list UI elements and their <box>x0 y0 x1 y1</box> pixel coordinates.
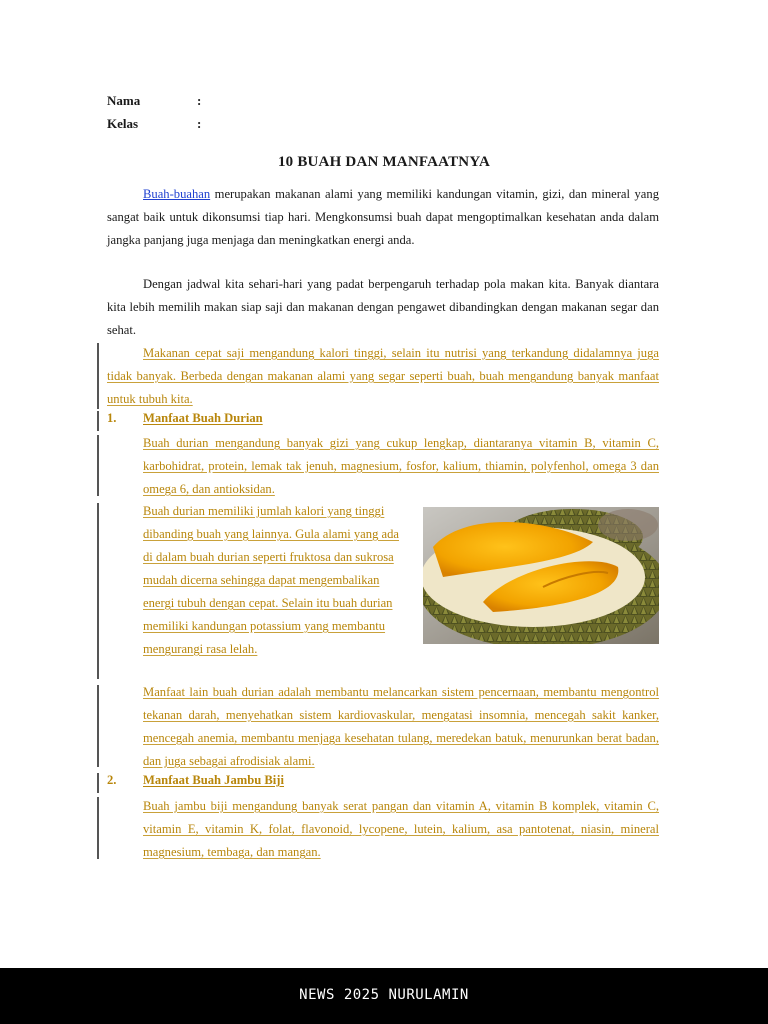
change-bar <box>97 797 99 859</box>
intro-paragraph-1-text: merupakan makanan alami yang memiliki kandungan vitamin, gizi, dan mineral yang sangat baik untuk dikonsumsi tiap hari. Mengkonsumsi buah dapat mengoptimalkan kesehatan anda dalam jangka panjang juga menjaga dan meningkatkan energi anda. <box>107 187 659 247</box>
nama-label: Nama <box>107 93 141 108</box>
section-2-number: 2. <box>107 773 117 787</box>
section-2-heading <box>107 773 284 788</box>
intro-paragraph-3-text: Makanan cepat saji mengandung kalori tinggi, selain itu nutrisi yang terkandung didalamnya juga tidak banyak. Berbeda dengan makanan alami yang segar seperti buah, buah mengandung banyak manfaat untuk tubuh kita. <box>107 346 659 406</box>
section-1-paragraph-3-text: Manfaat lain buah durian adalah membantu melancarkan sistem pencernaan, membantu mengontrol tekanan darah, menyehatkan sistem kardiovaskular, mengatasi insomnia, mencegah sakit kanker, mencegah anemia, membantu menjaga kesehatan tulang, meredekan batuk, menurunkan berat badan, dan juga sebagai afrodisiak alami. <box>143 685 659 768</box>
kelas-colon: : <box>197 116 202 131</box>
intro-paragraph-3 <box>107 342 659 411</box>
section-1-number: 1. <box>107 411 117 425</box>
document-title: 10 BUAH DAN MANFAATNYA <box>277 154 491 170</box>
change-bar <box>97 411 99 431</box>
section-1-paragraph-2 <box>143 500 411 661</box>
footer-bar <box>0 968 768 1024</box>
section-1-paragraph-1-text: Buah durian mengandung banyak gizi yang cukup lengkap, diantaranya vitamin B, vitamin C, karbohidrat, protein, lemak tak jenuh, magnesium, fosfor, kalium, thiamin, polyfenhol, omega 3 dan omega 6, dan antioksidan. <box>143 436 659 496</box>
nama-colon: : <box>197 93 202 108</box>
buah-buahan-link[interactable]: Buah-buahan <box>143 187 211 201</box>
kelas-label: Kelas <box>107 116 139 131</box>
section-1-paragraph-2-text: Buah durian memiliki jumlah kalori yang tinggi dibanding buah yang lainnya. Gula alami yang ada di dalam buah durian seperti fruktosa dan sukrosa mudah dicerna sehingga dapat mengembalikan energi tubuh dengan cepat. Selain itu buah durian memiliki kandungan potassium yang membantu mengurangi rasa lelah. <box>143 504 399 656</box>
intro-paragraph-1 <box>107 183 659 252</box>
section-1-paragraph-3 <box>143 681 659 773</box>
change-bar <box>97 773 99 793</box>
durian-image <box>423 507 659 644</box>
durian-illustration <box>423 507 659 644</box>
change-bar <box>97 503 99 679</box>
section-1-heading <box>107 411 263 426</box>
section-2-title: Manfaat Buah Jambu Biji <box>143 773 285 787</box>
change-bar <box>97 343 99 409</box>
section-2-paragraph-1-text: Buah jambu biji mengandung banyak serat pangan dan vitamin A, vitamin B komplek, vitamin C, vitamin E, vitamin K, folat, flavonoid, lycopene, lutein, kalium, asa pantotenat, niasin, mineral magnesium, tembaga, dan mangan. <box>143 799 659 859</box>
change-bar <box>97 685 99 767</box>
intro-paragraph-2: Dengan jadwal kita sehari-hari yang padat berpengaruh terhadap pola makan kita. Banyak diantara kita lebih memilih makan siap saji dan makanan dengan pengawet dibandingkan dengan makanan segar dan sehat. <box>107 277 659 337</box>
section-1-title: Manfaat Buah Durian <box>143 411 263 425</box>
section-1-paragraph-1 <box>143 432 659 501</box>
section-2-paragraph-1 <box>143 795 659 864</box>
footer-text: NEWS 2025 NURULAMIN <box>299 987 469 1003</box>
change-bar <box>97 435 99 496</box>
